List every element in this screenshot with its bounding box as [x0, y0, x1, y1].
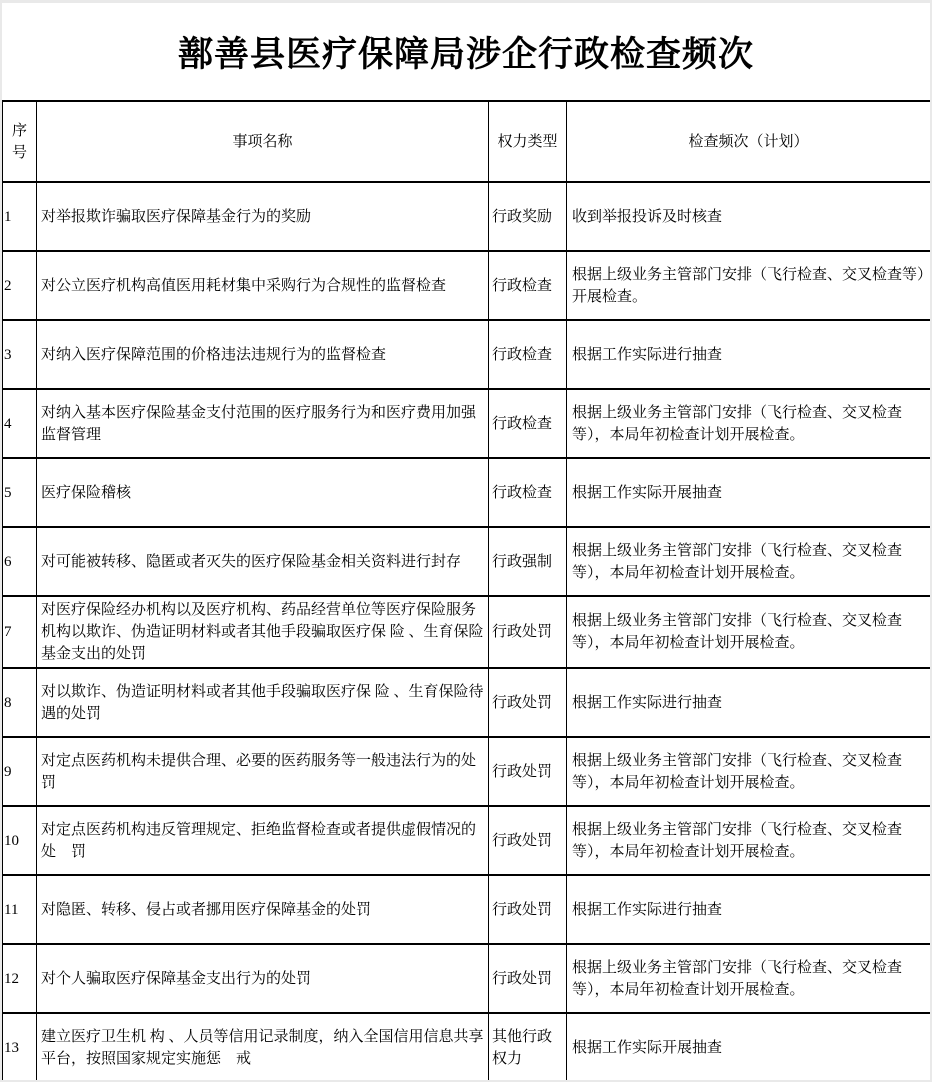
frequency-cell: 收到举报投诉及时核查	[567, 182, 931, 251]
row-number-cell: 1	[3, 182, 37, 251]
item-name-cell: 建立医疗卫生机 构 、人员等信用记录制度，纳入全国信用信息共享平台，按照国家规定实施惩 戒	[37, 1013, 489, 1082]
row-number-cell: 2	[3, 251, 37, 320]
power-type-cell: 其他行政权力	[489, 1013, 567, 1082]
header-row	[3, 101, 931, 182]
frequency-cell: 根据上级业务主管部门安排（飞行检查、交叉检查等），本局年初检查计划开展检查。	[567, 527, 931, 596]
item-name-cell: 对医疗保险经办机构以及医疗机构、药品经营单位等医疗保险服务机构以欺诈、伪造证明材料或者其他手段骗取医疗保 险 、生育保险基金支出的处罚	[37, 596, 489, 668]
header-power-type: 权力类型	[489, 101, 567, 182]
table-row	[3, 320, 931, 389]
table-row	[3, 458, 931, 527]
frequency-cell: 根据上级业务主管部门安排（飞行检查、交叉检查等），本局年初检查计划开展检查。	[567, 596, 931, 668]
row-number-cell: 10	[3, 806, 37, 875]
table-row	[3, 251, 931, 320]
item-name-cell: 对定点医药机构违反管理规定、拒绝监督检查或者提供虚假情况的处 罚	[37, 806, 489, 875]
power-type-cell: 行政处罚	[489, 737, 567, 806]
item-name-cell: 对举报欺诈骗取医疗保障基金行为的奖励	[37, 182, 489, 251]
item-name-cell: 医疗保险稽核	[37, 458, 489, 527]
item-name-cell: 对以欺诈、伪造证明材料或者其他手段骗取医疗保 险 、生育保险待遇的处罚	[37, 668, 489, 737]
item-name-cell: 对定点医药机构未提供合理、必要的医药服务等一般违法行为的处罚	[37, 737, 489, 806]
frequency-cell: 根据工作实际进行抽查	[567, 875, 931, 944]
power-type-cell: 行政处罚	[489, 806, 567, 875]
table-row	[3, 596, 931, 668]
frequency-cell: 根据上级业务主管部门安排（飞行检查、交叉检查等），本局年初检查计划开展检查。	[567, 806, 931, 875]
row-number-cell: 13	[3, 1013, 37, 1082]
row-number-cell: 6	[3, 527, 37, 596]
power-type-cell: 行政检查	[489, 458, 567, 527]
item-name-cell: 对纳入基本医疗保险基金支付范围的医疗服务行为和医疗费用加强监督管理	[37, 389, 489, 458]
frequency-cell: 根据工作实际进行抽查	[567, 320, 931, 389]
table-row	[3, 527, 931, 596]
page-title: 鄯善县医疗保障局涉企行政检查频次	[177, 34, 754, 74]
power-type-cell: 行政处罚	[489, 875, 567, 944]
row-number-cell: 3	[3, 320, 37, 389]
row-number-cell: 11	[3, 875, 37, 944]
power-type-cell: 行政处罚	[489, 944, 567, 1013]
power-type-cell: 行政奖励	[489, 182, 567, 251]
frequency-cell: 根据工作实际开展抽查	[567, 1013, 931, 1082]
table-row	[3, 944, 931, 1013]
power-type-cell: 行政处罚	[489, 596, 567, 668]
item-name-cell: 对纳入医疗保障范围的价格违法违规行为的监督检查	[37, 320, 489, 389]
frequency-cell: 根据上级业务主管部门安排（飞行检查、交叉检查等）开展检查。	[567, 251, 931, 320]
table-row	[3, 182, 931, 251]
power-type-cell: 行政检查	[489, 251, 567, 320]
power-type-cell: 行政检查	[489, 389, 567, 458]
power-type-cell: 行政检查	[489, 320, 567, 389]
item-name-cell: 对可能被转移、隐匿或者灭失的医疗保险基金相关资料进行封存	[37, 527, 489, 596]
frequency-cell: 根据上级业务主管部门安排（飞行检查、交叉检查等），本局年初检查计划开展检查。	[567, 389, 931, 458]
table-header	[3, 101, 931, 182]
table-row	[3, 668, 931, 737]
item-name-cell: 对隐匿、转移、侵占或者挪用医疗保障基金的处罚	[37, 875, 489, 944]
table-row	[3, 806, 931, 875]
item-name-cell: 对公立医疗机构高值医用耗材集中采购行为合规性的监督检查	[37, 251, 489, 320]
item-name-cell: 对个人骗取医疗保障基金支出行为的处罚	[37, 944, 489, 1013]
header-frequency: 检查频次（计划）	[567, 101, 931, 182]
row-number-cell: 4	[3, 389, 37, 458]
power-type-cell: 行政强制	[489, 527, 567, 596]
row-number-cell: 8	[3, 668, 37, 737]
frequency-cell: 根据上级业务主管部门安排（飞行检查、交叉检查等），本局年初检查计划开展检查。	[567, 737, 931, 806]
table-row	[3, 875, 931, 944]
title-bar	[2, 3, 930, 100]
frequency-cell: 根据工作实际开展抽查	[567, 458, 931, 527]
table-row	[3, 389, 931, 458]
frequency-cell: 根据工作实际进行抽查	[567, 668, 931, 737]
header-item-name: 事项名称	[37, 101, 489, 182]
row-number-cell: 9	[3, 737, 37, 806]
power-type-cell: 行政处罚	[489, 668, 567, 737]
inspection-frequency-table	[2, 100, 931, 1082]
row-number-cell: 5	[3, 458, 37, 527]
row-number-cell: 7	[3, 596, 37, 668]
frequency-cell: 根据上级业务主管部门安排（飞行检查、交叉检查等），本局年初检查计划开展检查。	[567, 944, 931, 1013]
row-number-cell: 12	[3, 944, 37, 1013]
table-body	[3, 182, 931, 1082]
header-serial-number: 序号	[3, 101, 37, 182]
table-row	[3, 737, 931, 806]
table-row	[3, 1013, 931, 1082]
